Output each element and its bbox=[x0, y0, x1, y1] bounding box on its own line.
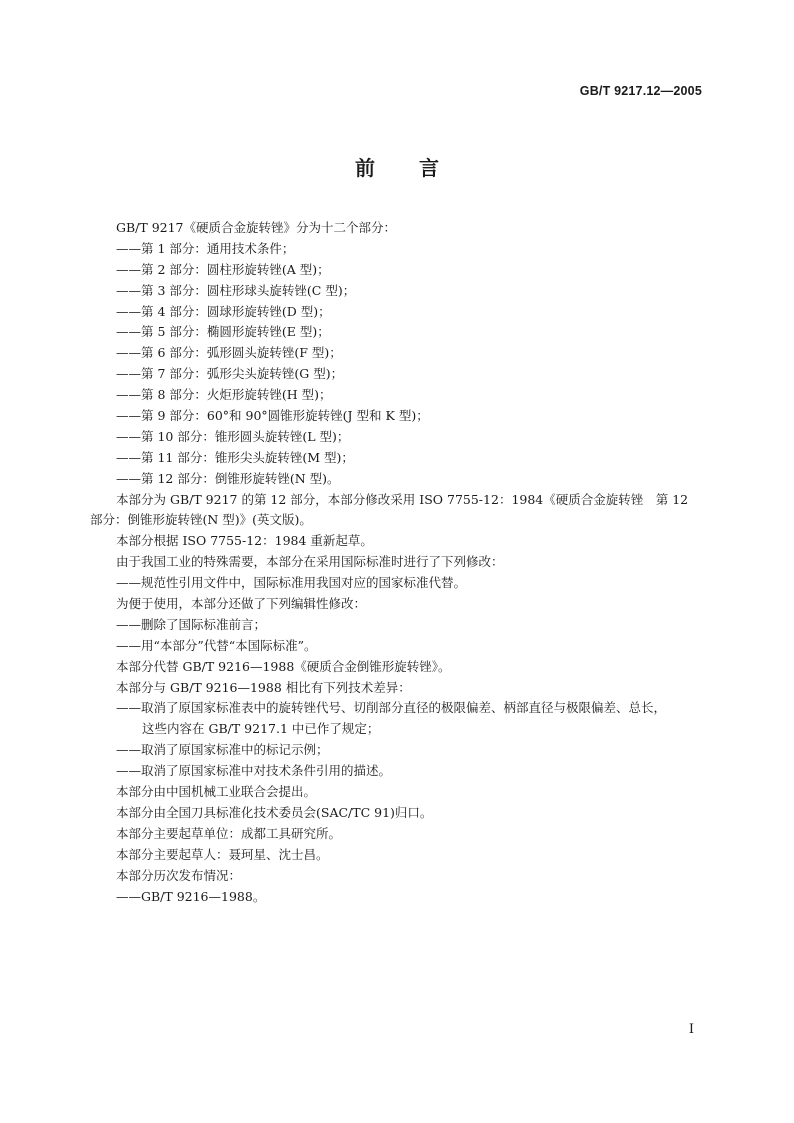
standard-code: GB/T 9217.12—2005 bbox=[579, 84, 702, 98]
text-line: ——第 10 部分：锥形圆头旋转锉(L 型)； bbox=[116, 428, 350, 444]
text-line: 本部分历次发布情况： bbox=[116, 867, 242, 883]
text-line: ——第 5 部分：椭圆形旋转锉(E 型)； bbox=[116, 324, 330, 340]
text-line: ——第 12 部分：倒锥形旋转锉(N 型)。 bbox=[116, 470, 340, 486]
text-line: 为便于使用，本部分还做了下列编辑性修改： bbox=[116, 596, 367, 612]
text-line: 本部分与 GB/T 9216—1988 相比有下列技术差异： bbox=[116, 679, 411, 695]
text-line: ——取消了原国家标准中的标记示例； bbox=[116, 742, 329, 758]
text-line: ——用“本部分”代替“本国际标准”。 bbox=[116, 637, 317, 653]
page-number: I bbox=[688, 1022, 694, 1037]
text-line: ——第 3 部分：圆柱形球头旋转锉(C 型)； bbox=[116, 282, 356, 298]
text-line: ——第 9 部分：60°和 90°圆锥形旋转锉(J 型和 K 型)； bbox=[116, 408, 429, 424]
text-line: 本部分代替 GB/T 9216—1988《硬质合金倒锥形旋转锉》。 bbox=[116, 658, 451, 674]
text-line: ——第 2 部分：圆柱形旋转锉(A 型)； bbox=[116, 261, 330, 277]
text-line: ——GB/T 9216—1988。 bbox=[116, 888, 266, 904]
text-line: 本部分为 GB/T 9217 的第 12 部分，本部分修改采用 ISO 7755-12：1984《硬质合金旋转锉 第 12 bbox=[116, 491, 689, 507]
text-line: 由于我国工业的特殊需要，本部分在采用国际标准时进行了下列修改： bbox=[116, 554, 504, 570]
text-line: ——删除了国际标准前言； bbox=[116, 616, 267, 632]
text-line: ——取消了原国家标准表中的旋转锉代号、切削部分直径的极限偏差、柄部直径与极限偏差、总长， bbox=[116, 700, 667, 716]
text-line: GB/T 9217《硬质合金旋转锉》分为十二个部分： bbox=[116, 220, 397, 235]
text-line: 这些内容在 GB/T 9217.1 中已作了规定； bbox=[142, 721, 380, 737]
text-line: 本部分由中国机械工业联合会提出。 bbox=[116, 784, 317, 800]
text-line: 部分：倒锥形旋转锉(N 型)》(英文版)。 bbox=[90, 512, 312, 528]
text-line: ——第 6 部分：弧形圆头旋转锉(F 型)； bbox=[116, 345, 342, 361]
text-line: ——第 7 部分：弧形尖头旋转锉(G 型)； bbox=[116, 366, 344, 382]
page-title: 前言 bbox=[355, 156, 483, 180]
text-line: 本部分主要起草单位：成都工具研究所。 bbox=[116, 825, 342, 841]
text-line: ——第 1 部分：通用技术条件； bbox=[116, 240, 295, 256]
text-line: ——第 4 部分：圆球形旋转锉(D 型)； bbox=[116, 303, 331, 319]
text-line: ——第 11 部分：锥形尖头旋转锉(M 型)； bbox=[116, 449, 354, 465]
text-line: 本部分根据 ISO 7755-12：1984 重新起草。 bbox=[116, 533, 373, 549]
document-body bbox=[90, 218, 704, 907]
text-line: ——取消了原国家标准中对技术条件引用的描述。 bbox=[116, 763, 392, 779]
text-line: 本部分由全国刀具标准化技术委员会(SAC/TC 91)归口。 bbox=[116, 804, 433, 820]
text-line: ——第 8 部分：火炬形旋转锉(H 型)； bbox=[116, 387, 332, 403]
text-line: ——规范性引用文件中，国际标准用我国对应的国家标准代替。 bbox=[116, 575, 467, 591]
text-line: 本部分主要起草人：聂珂星、沈士昌。 bbox=[116, 846, 329, 862]
